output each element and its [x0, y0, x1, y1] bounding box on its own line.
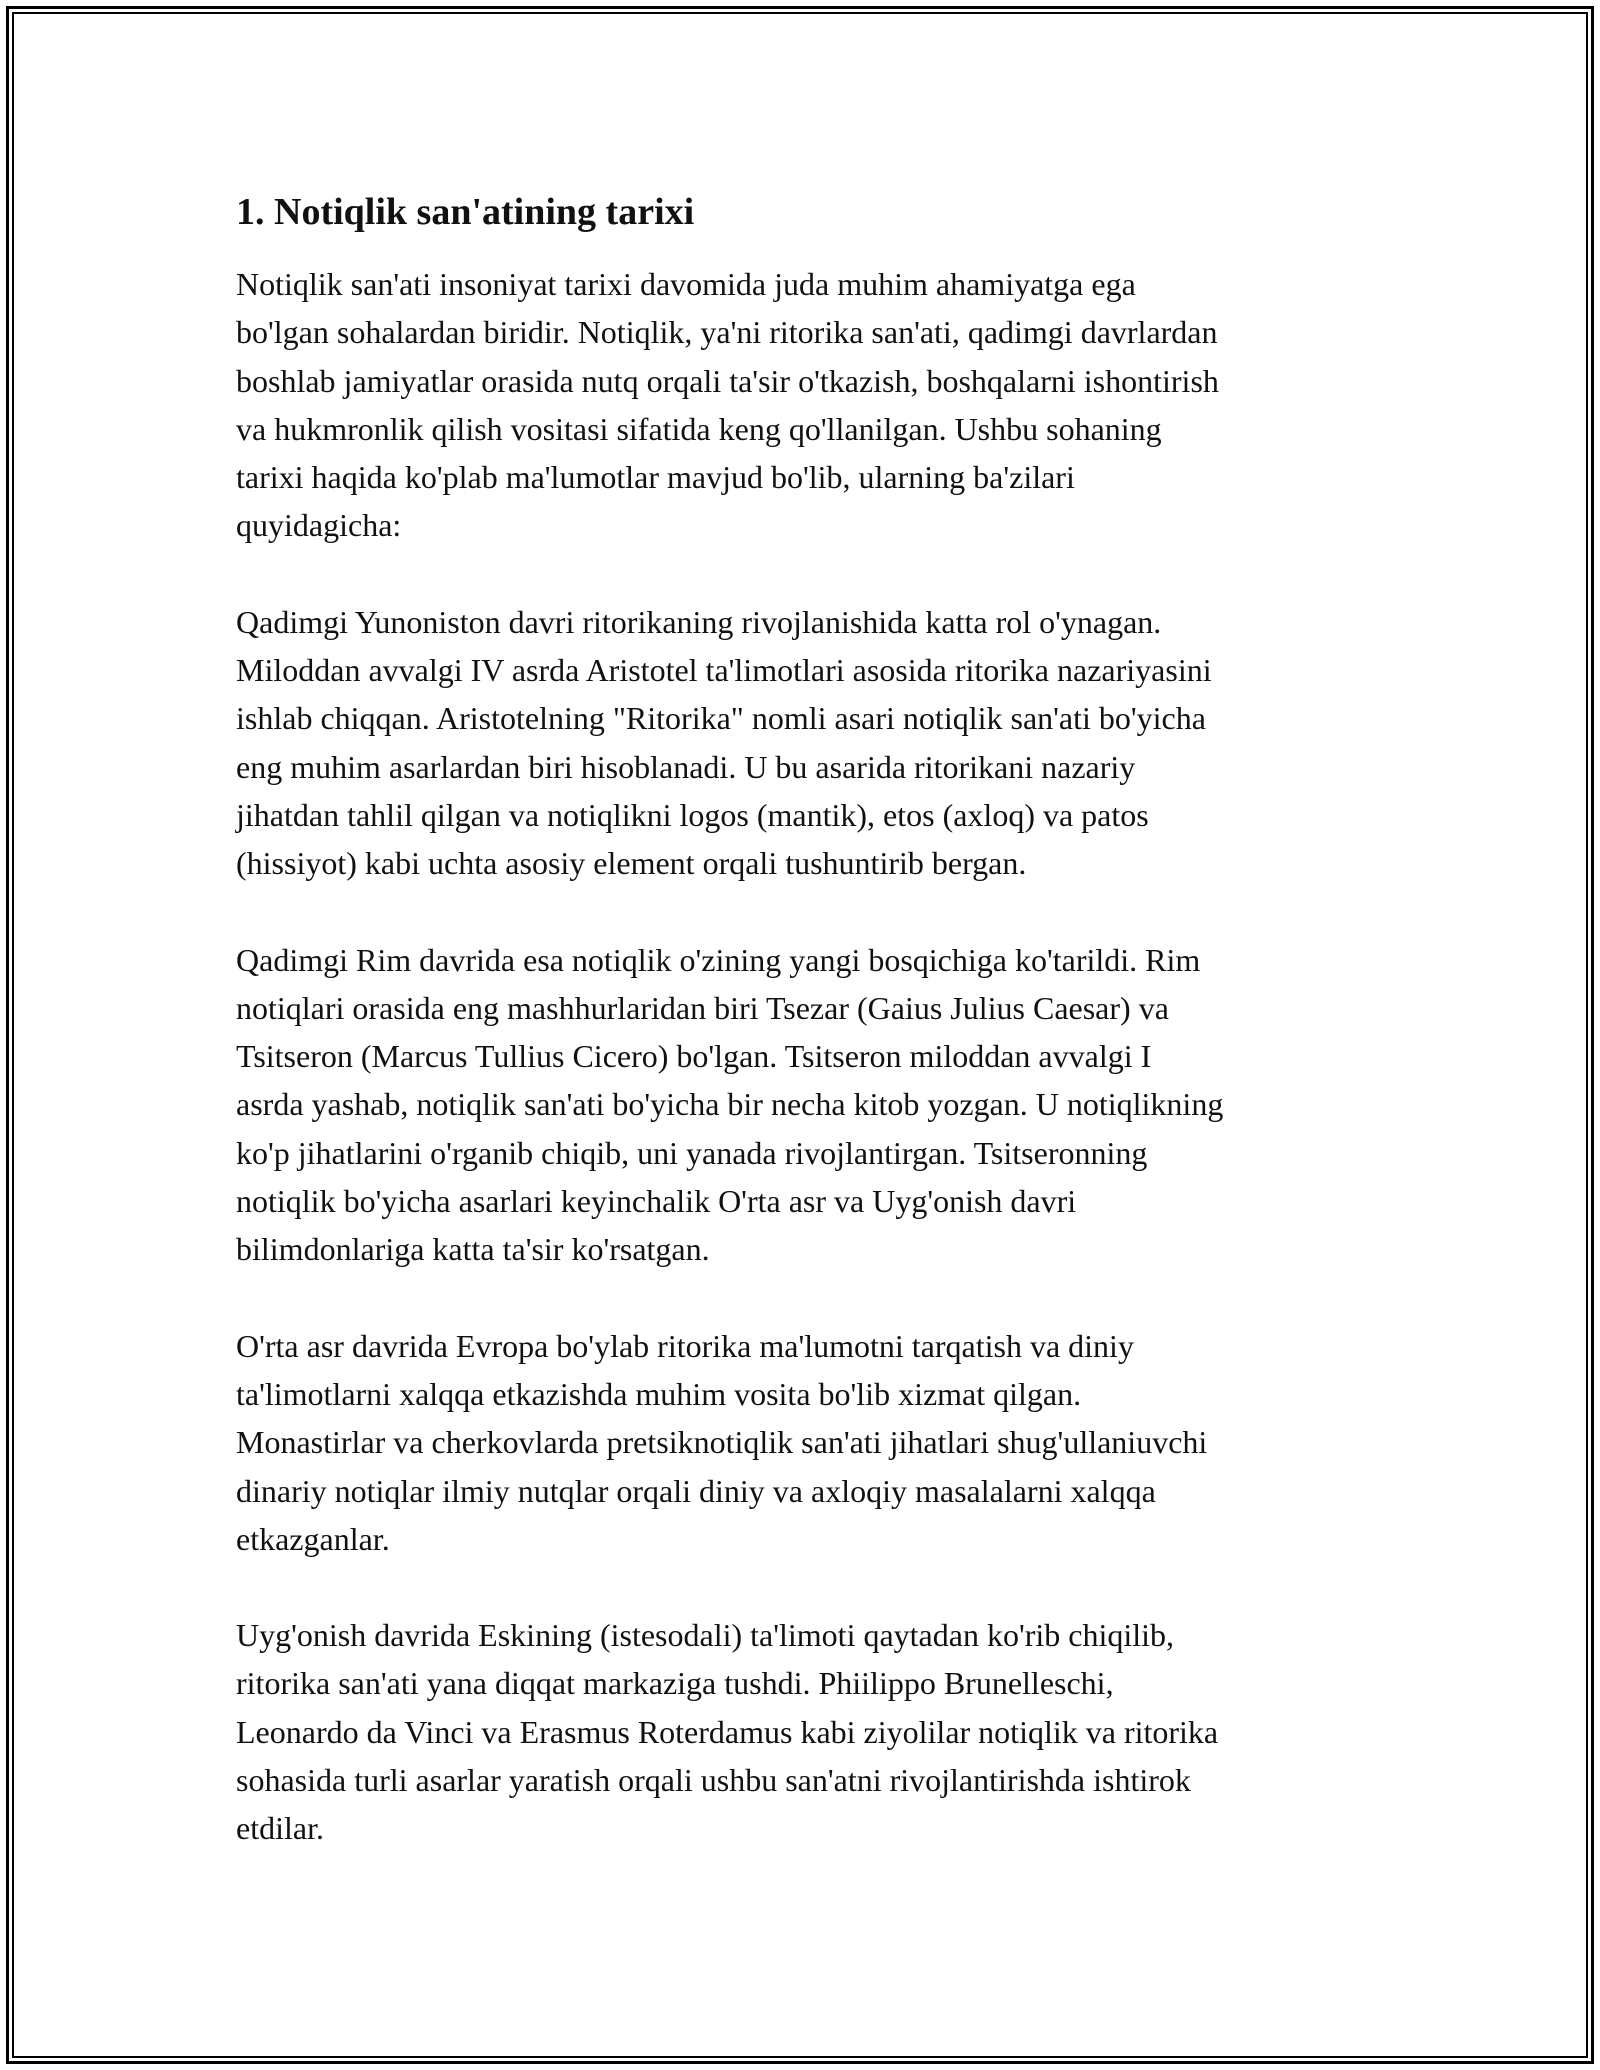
paragraph-line: (hissiyot) kabi uchta asosiy element orqali tushuntirib bergan.	[236, 845, 1027, 882]
paragraph	[236, 1611, 1376, 1852]
paragraph-line: Tsitseron (Marcus Tullius Cicero) bo'lgan. Tsitseron miloddan avvalgi I	[236, 1038, 1152, 1075]
section-heading: 1. Notiqlik san'atining tarixi	[236, 191, 695, 233]
paragraph-line: asrda yashab, notiqlik san'ati bo'yicha bir necha kitob yozgan. U notiqlikning	[236, 1086, 1224, 1123]
paragraph	[236, 260, 1376, 550]
paragraph-line: va hukmronlik qilish vositasi sifatida keng qo'llanilgan. Ushbu sohaning	[236, 410, 1162, 447]
paragraph-line: Qadimgi Yunoniston davri ritorikaning rivojlanishida katta rol o'ynagan.	[236, 603, 1162, 640]
paragraph-line: Qadimgi Rim davrida esa notiqlik o'zining yangi bosqichiga ko'tarildi. Rim	[236, 941, 1201, 978]
paragraph-line: ishlab chiqqan. Aristotelning "Ritorika" nomli asari notiqlik san'ati bo'yicha	[236, 700, 1206, 737]
paragraph-line: sohasida turli asarlar yaratish orqali ushbu san'atni rivojlantirishda ishtirok	[236, 1762, 1191, 1799]
paragraph-line: O'rta asr davrida Evropa bo'ylab ritorika ma'lumotni tarqatish va diniy	[236, 1327, 1134, 1364]
paragraph-line: Leonardo da Vinci va Erasmus Roterdamus kabi ziyolilar notiqlik va ritorika	[236, 1713, 1219, 1750]
document-body	[236, 184, 1376, 1901]
paragraph-line: tarixi haqida ko'plab ma'lumotlar mavjud bo'lib, ularning ba'zilari	[236, 459, 1075, 496]
paragraph-line: notiqlik bo'yicha asarlari keyinchalik O'rta asr va Uyg'onish davri	[236, 1183, 1077, 1220]
paragraph-line: ritorika san'ati yana diqqat markaziga tushdi. Phiilippo Brunelleschi,	[236, 1665, 1114, 1702]
paragraphs-container	[236, 260, 1376, 1853]
paragraph-line: eng muhim asarlardan biri hisoblanadi. U bu asarida ritorikani nazariy	[236, 748, 1136, 785]
paragraph-line: bo'lgan sohalardan biridir. Notiqlik, ya'ni ritorika san'ati, qadimgi davrlardan	[236, 314, 1218, 351]
paragraph-line: etdilar.	[236, 1810, 324, 1847]
paragraph-line: ta'limotlarni xalqqa etkazishda muhim vosita bo'lib xizmat qilgan.	[236, 1375, 1082, 1412]
paragraph-line: jihatdan tahlil qilgan va notiqlikni logos (mantik), etos (axloq) va patos	[236, 796, 1149, 833]
paragraph-line: boshlab jamiyatlar orasida nutq orqali ta'sir o'tkazish, boshqalarni ishontirish	[236, 362, 1219, 399]
paragraph-line: quyidagicha:	[236, 507, 402, 544]
paragraph-line: etkazganlar.	[236, 1520, 390, 1557]
paragraph-line: dinariy notiqlar ilmiy nutqlar orqali diniy va axloqiy masalalarni xalqqa	[236, 1472, 1156, 1509]
paragraph-line: Uyg'onish davrida Eskining (istesodali) ta'limoti qaytadan ko'rib chiqilib,	[236, 1617, 1175, 1654]
paragraph	[236, 598, 1376, 888]
paragraph-line: Monastirlar va cherkovlarda pretsiknotiqlik san'ati jihatlari shug'ullaniuvchi	[236, 1424, 1208, 1461]
paragraph-line: bilimdonlariga katta ta'sir ko'rsatgan.	[236, 1231, 710, 1268]
paragraph-line: Notiqlik san'ati insoniyat tarixi davomida juda muhim ahamiyatga ega	[236, 266, 1136, 302]
paragraph-line: notiqlari orasida eng mashhurlaridan biri Tsezar (Gaius Julius Caesar) va	[236, 989, 1169, 1026]
paragraph	[236, 936, 1376, 1274]
paragraph-line: Miloddan avvalgi IV asrda Aristotel ta'limotlari asosida ritorika nazariyasini	[236, 652, 1212, 689]
paragraph-line: ko'p jihatlarini o'rganib chiqib, uni yanada rivojlantirgan. Tsitseronning	[236, 1134, 1148, 1171]
paragraph	[236, 1322, 1376, 1563]
